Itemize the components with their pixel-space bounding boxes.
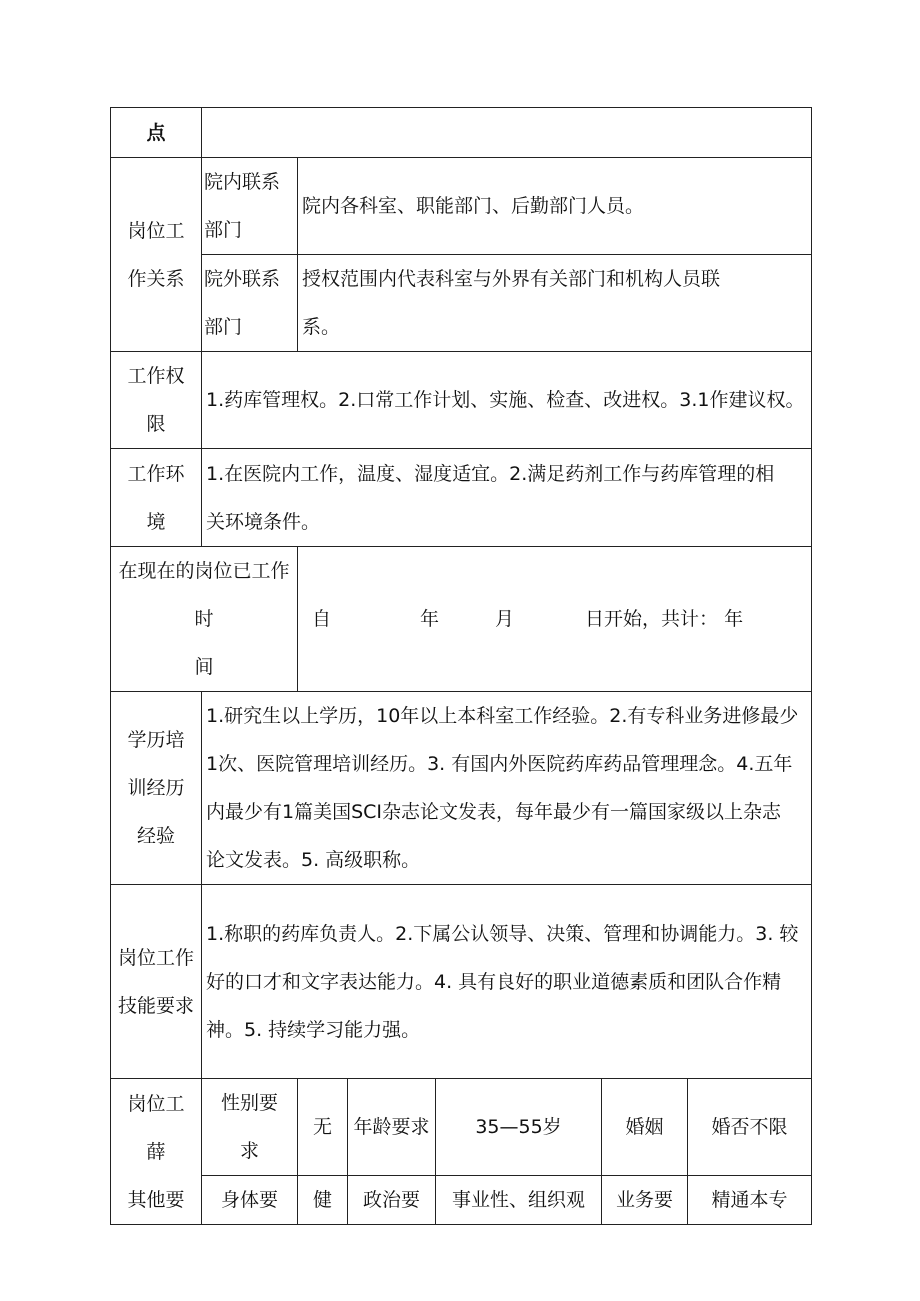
point-header: 点 (111, 108, 202, 158)
relations-external-row (111, 255, 812, 352)
education-header-line1: 学历培 (127, 729, 185, 751)
tenure-month: 月 (495, 608, 515, 630)
tenure-row (111, 547, 812, 692)
business-label: 业务要 (602, 1176, 688, 1225)
job-description-table (110, 107, 812, 1225)
age-value: 35—55岁 (436, 1079, 602, 1176)
internal-content: 院内各科室、职能部门、后勤部门人员。 (298, 158, 812, 255)
age-label: 年龄要求 (348, 1079, 436, 1176)
education-content-line3: 内最少有1篇美国SCI杂志论文发表，每年最少有一篇国家级以上杂志 (206, 801, 782, 823)
relations-header-line1: 岗位工 (127, 219, 185, 242)
education-header-line2: 训经历 (127, 777, 185, 799)
internal-label-line1: 院内联系 (204, 171, 281, 193)
authority-content: 1.药库管理权。2.口常工作计划、实施、检查、改进权。3.1作建议权。 (202, 352, 812, 449)
point-content (202, 108, 812, 158)
other-header-line3: 其他要 (127, 1188, 185, 1211)
tenure-header-line2: 间 (194, 656, 214, 678)
tenure-header-line1: 在现在的岗位已工作时 (118, 560, 290, 630)
education-header-line3: 经验 (136, 825, 175, 847)
tenure-from: 自 (312, 608, 332, 630)
body-value: 健 (298, 1176, 348, 1225)
tenure-line1 (312, 595, 718, 643)
education-content (202, 692, 812, 885)
skills-content-line2: 好的口才和文字表达能力。4. 具有良好的职业道德素质和团队合作精 (206, 970, 782, 993)
internal-label-line2: 部门 (204, 219, 243, 241)
politics-label: 政治要 (348, 1176, 436, 1225)
education-content-line1: 1.研究生以上学历，10年以上本科室工作经验。2.有专科业务进修最少 (206, 705, 799, 727)
education-content-line4: 论文发表。5. 高级职称。 (206, 849, 421, 871)
external-label-line2: 部门 (204, 316, 243, 338)
skills-content-line3: 神。5. 持续学习能力强。 (206, 1018, 421, 1041)
skills-row (111, 885, 812, 1079)
gender-label-line1: 性别要 (220, 1092, 278, 1114)
skills-header-line1: 岗位工作 (117, 946, 194, 969)
environment-content-line2: 关环境条件。 (206, 510, 321, 533)
authority-header-line2: 限 (146, 413, 166, 435)
point-row (111, 108, 812, 158)
external-label-line1: 院外联系 (204, 268, 281, 290)
external-label (202, 255, 298, 352)
environment-row (111, 449, 812, 547)
internal-label (202, 158, 298, 255)
education-content-line2: 1次、医院管理培训经历。3. 有国内外医院药库药品管理理念。4.五年 (206, 753, 793, 775)
gender-label-line2: 求 (239, 1140, 259, 1162)
politics-value: 事业性、组织观 (436, 1176, 602, 1225)
gender-value: 无 (298, 1079, 348, 1176)
education-row (111, 692, 812, 885)
marriage-value: 婚否不限 (688, 1079, 812, 1176)
tenure-content (298, 547, 812, 692)
tenure-header (111, 547, 298, 692)
other-row-1 (111, 1079, 812, 1176)
education-header (111, 692, 202, 885)
environment-content-line1: 1.在医院内工作，温度、湿度适宜。2.满足药剂工作与药库管理的相 (206, 462, 775, 485)
relations-header-line2: 作关系 (127, 267, 185, 290)
environment-header-line1: 工作环 (127, 462, 185, 485)
other-header-line2: 薛 (146, 1140, 166, 1163)
tenure-year: 年 (420, 608, 440, 630)
skills-header-line2: 技能要求 (117, 994, 194, 1017)
external-content-line2: 系。 (302, 316, 341, 338)
external-content (298, 255, 812, 352)
relations-header (111, 158, 202, 352)
relations-internal-row (111, 158, 812, 255)
environment-header-line2: 境 (146, 510, 166, 533)
marriage-label: 婚姻 (602, 1079, 688, 1176)
other-row-2 (111, 1176, 812, 1225)
skills-content-line1: 1.称职的药库负责人。2.下属公认领导、决策、管理和协调能力。3. 较 (206, 922, 799, 945)
authority-header (111, 352, 202, 449)
skills-header (111, 885, 202, 1079)
external-content-line1: 授权范围内代表科室与外界有关部门和机构人员联 (302, 268, 721, 290)
environment-header (111, 449, 202, 547)
tenure-total-year: 年 (724, 608, 744, 630)
authority-row (111, 352, 812, 449)
tenure-day-start: 日开始，共计： (585, 608, 719, 630)
other-header (111, 1079, 202, 1225)
business-value: 精通本专 (688, 1176, 812, 1225)
gender-label (202, 1079, 298, 1176)
environment-content (202, 449, 812, 547)
skills-content (202, 885, 812, 1079)
other-header-line1: 岗位工 (127, 1092, 185, 1115)
body-label: 身体要 (202, 1176, 298, 1225)
authority-header-line1: 工作权 (127, 365, 185, 387)
